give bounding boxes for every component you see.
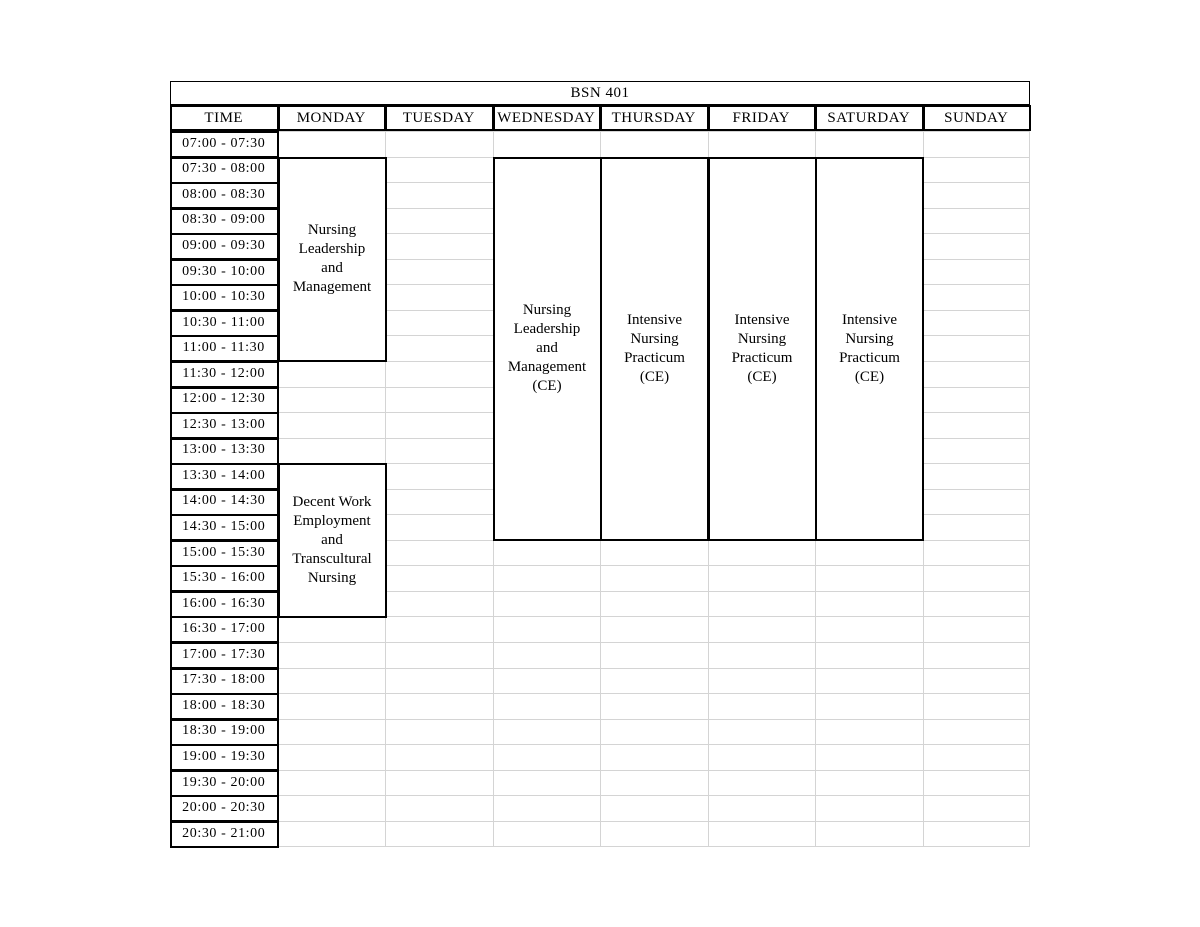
grid-line-h <box>278 846 1031 847</box>
time-slot-label: 15:00 - 15:30 <box>182 544 266 560</box>
day-header-saturday: SATURDAY <box>827 109 911 126</box>
time-slot-label: 07:30 - 08:00 <box>182 161 266 177</box>
grid-line-h <box>278 770 1031 771</box>
course-block-text: Intensive Nursing Practicum (CE) <box>731 311 793 385</box>
time-slot-label: 19:30 - 20:00 <box>182 774 266 790</box>
grid-line-h <box>278 565 1031 566</box>
grid-line-h <box>278 131 1031 132</box>
course-block[interactable] <box>708 157 817 542</box>
time-slot-label: 20:30 - 21:00 <box>182 825 266 841</box>
time-slot-label: 18:30 - 19:00 <box>182 723 266 739</box>
time-slot-label: 20:00 - 20:30 <box>182 800 266 816</box>
grid-line-h <box>278 693 1031 694</box>
schedule-grid <box>170 81 1030 847</box>
time-slot-label: 16:30 - 17:00 <box>182 621 266 637</box>
time-slot-label: 18:00 - 18:30 <box>182 697 266 713</box>
day-header-monday: MONDAY <box>296 109 366 126</box>
day-header-sunday: SUNDAY <box>944 109 1009 126</box>
course-block[interactable] <box>278 463 387 618</box>
course-block-text: Intensive Nursing Practicum (CE) <box>624 311 685 385</box>
day-header-wednesday: WEDNESDAY <box>497 109 596 126</box>
time-slot-label: 07:00 - 07:30 <box>182 135 266 151</box>
time-slot-label: 14:00 - 14:30 <box>182 493 266 509</box>
course-block-text: Intensive Nursing Practicum (CE) <box>839 311 900 385</box>
course-block[interactable] <box>493 157 602 542</box>
day-header-thursday: THURSDAY <box>611 109 696 126</box>
time-slot-label: 17:00 - 17:30 <box>182 646 266 662</box>
time-slot-label: 12:00 - 12:30 <box>182 391 266 407</box>
grid-line-h <box>278 795 1031 796</box>
time-slot-label: 13:30 - 14:00 <box>182 467 266 483</box>
time-slot-label: 16:00 - 16:30 <box>182 595 266 611</box>
grid-line-h <box>278 744 1031 745</box>
time-slot-label: 14:30 - 15:00 <box>182 519 266 535</box>
course-block-text: Nursing Leadership and Management (CE) <box>507 302 587 395</box>
day-header-friday: FRIDAY <box>732 109 790 126</box>
time-slot-label: 08:30 - 09:00 <box>182 212 266 228</box>
course-block[interactable] <box>600 157 709 542</box>
grid-line-h <box>278 616 1031 617</box>
time-slot-label: 09:30 - 10:00 <box>182 263 266 279</box>
time-slot-label: 10:00 - 10:30 <box>182 289 266 305</box>
course-block-text: Decent Work Employment and Transcultural Nursing <box>292 494 372 587</box>
day-header-time: TIME <box>204 109 244 126</box>
course-block[interactable] <box>278 157 387 363</box>
time-slot-label: 08:00 - 08:30 <box>182 186 266 202</box>
grid-line-h <box>278 642 1031 643</box>
time-slot-label: 10:30 - 11:00 <box>182 314 266 330</box>
time-slot-label: 17:30 - 18:00 <box>182 672 266 688</box>
grid-line-h <box>278 591 1031 592</box>
time-slot-label: 13:00 - 13:30 <box>182 442 266 458</box>
day-header-tuesday: TUESDAY <box>402 109 475 126</box>
time-slot-label: 15:30 - 16:00 <box>182 570 266 586</box>
time-slot-label: 11:30 - 12:00 <box>182 365 266 381</box>
grid-line-v <box>1029 131 1030 846</box>
course-block[interactable] <box>815 157 924 542</box>
grid-line-h <box>278 719 1031 720</box>
time-slot-label: 19:00 - 19:30 <box>182 748 266 764</box>
time-slot-label: 12:30 - 13:00 <box>182 416 266 432</box>
course-block-text: Nursing Leadership and Management <box>292 222 372 296</box>
time-slot-label: 11:00 - 11:30 <box>182 340 265 356</box>
schedule-title: BSN 401 <box>570 84 630 101</box>
grid-line-h <box>278 821 1031 822</box>
grid-line-h <box>278 668 1031 669</box>
time-slot-label: 09:00 - 09:30 <box>182 237 266 253</box>
